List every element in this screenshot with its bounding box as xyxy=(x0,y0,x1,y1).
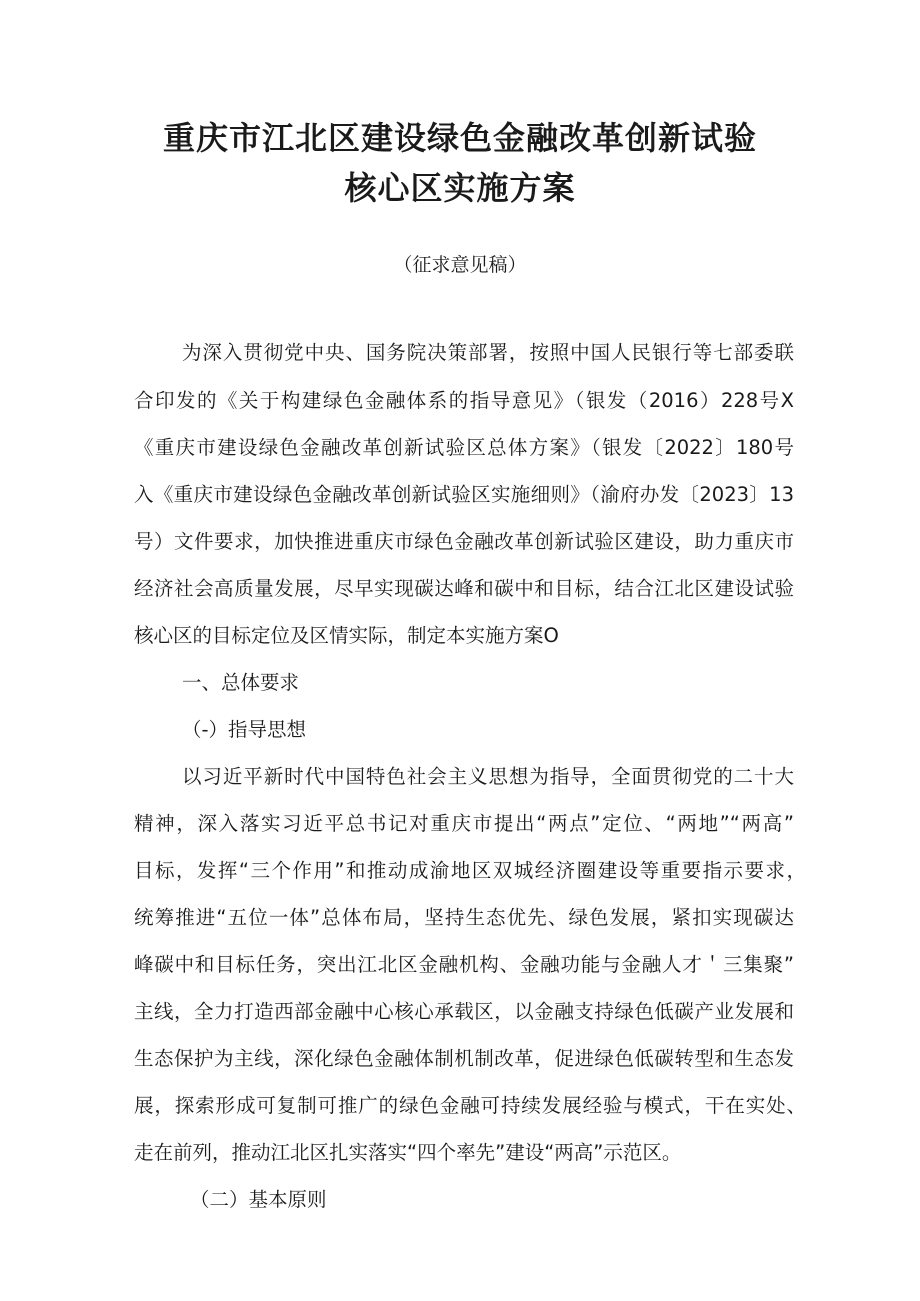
guiding-thought-line: 以习近平新时代中国特色社会主义思想为指导，全面贯彻党的二十大 xyxy=(182,765,794,788)
guiding-thought-line: 精神，深入落实习近平总书记对重庆市提出“两点”定位、“两地”“两高” xyxy=(134,812,794,835)
draft-status-subtitle: （征求意见稿） xyxy=(393,254,527,276)
document-title-line-2: 核心区实施方案 xyxy=(344,169,576,207)
subsection-heading: （-）指导思想 xyxy=(182,718,307,741)
guiding-thought-line: 展，探索形成可复制可推广的绿色金融可持续发展经验与模式，干在实处、 xyxy=(134,1094,806,1117)
guiding-thought-line: 目标，发挥“三个作用”和推动成渝地区双城经济圈建设等重要指示要求， xyxy=(134,859,806,882)
intro-line: 《重庆市建设绿色金融改革创新试验区总体方案》（银发〔2022〕180号 xyxy=(134,436,794,459)
guiding-thought-line: 峰碳中和目标任务，突出江北区金融机构、金融功能与金融人才＇三集聚” xyxy=(134,953,794,976)
guiding-thought-line: 生态保护为主线，深化绿色金融体制机制改革，促进绿色低碳转型和生态发 xyxy=(134,1047,794,1070)
section-heading: 一、总体要求 xyxy=(182,671,300,694)
intro-line: 入《重庆市建设绿色金融改革创新试验区实施细则》（渝府办发〔2023〕13 xyxy=(134,483,794,506)
guiding-thought-line: 主线，全力打造西部金融中心核心承载区，以金融支持绿色低碳产业发展和 xyxy=(134,1000,794,1023)
intro-line: 核心区的目标定位及区情实际，制定本实施方案O xyxy=(134,624,559,647)
intro-line: 号）文件要求，加快推进重庆市绿色金融改革创新试验区建设，助力重庆市 xyxy=(134,530,794,553)
guiding-thought-line: 统筹推进“五位一体”总体布局，坚持生态优先、绿色发展，紧扣实现碳达 xyxy=(134,906,794,929)
intro-line: 为深入贯彻党中央、国务院决策部署，按照中国人民银行等七部委联 xyxy=(182,341,794,364)
subsection-heading: （二）基本原则 xyxy=(190,1188,327,1211)
document-title-line-1: 重庆市江北区建设绿色金融改革创新试验 xyxy=(162,119,757,157)
guiding-thought-line: 走在前列，推动江北区扎实落实“四个率先”建设“两高”示范区。 xyxy=(134,1141,682,1164)
intro-line: 经济社会高质量发展，尽早实现碳达峰和碳中和目标，结合江北区建设试验 xyxy=(134,577,794,600)
intro-line: 合印发的《关于构建绿色金融体系的指导意见》（银发（2016）228号X xyxy=(134,389,794,412)
